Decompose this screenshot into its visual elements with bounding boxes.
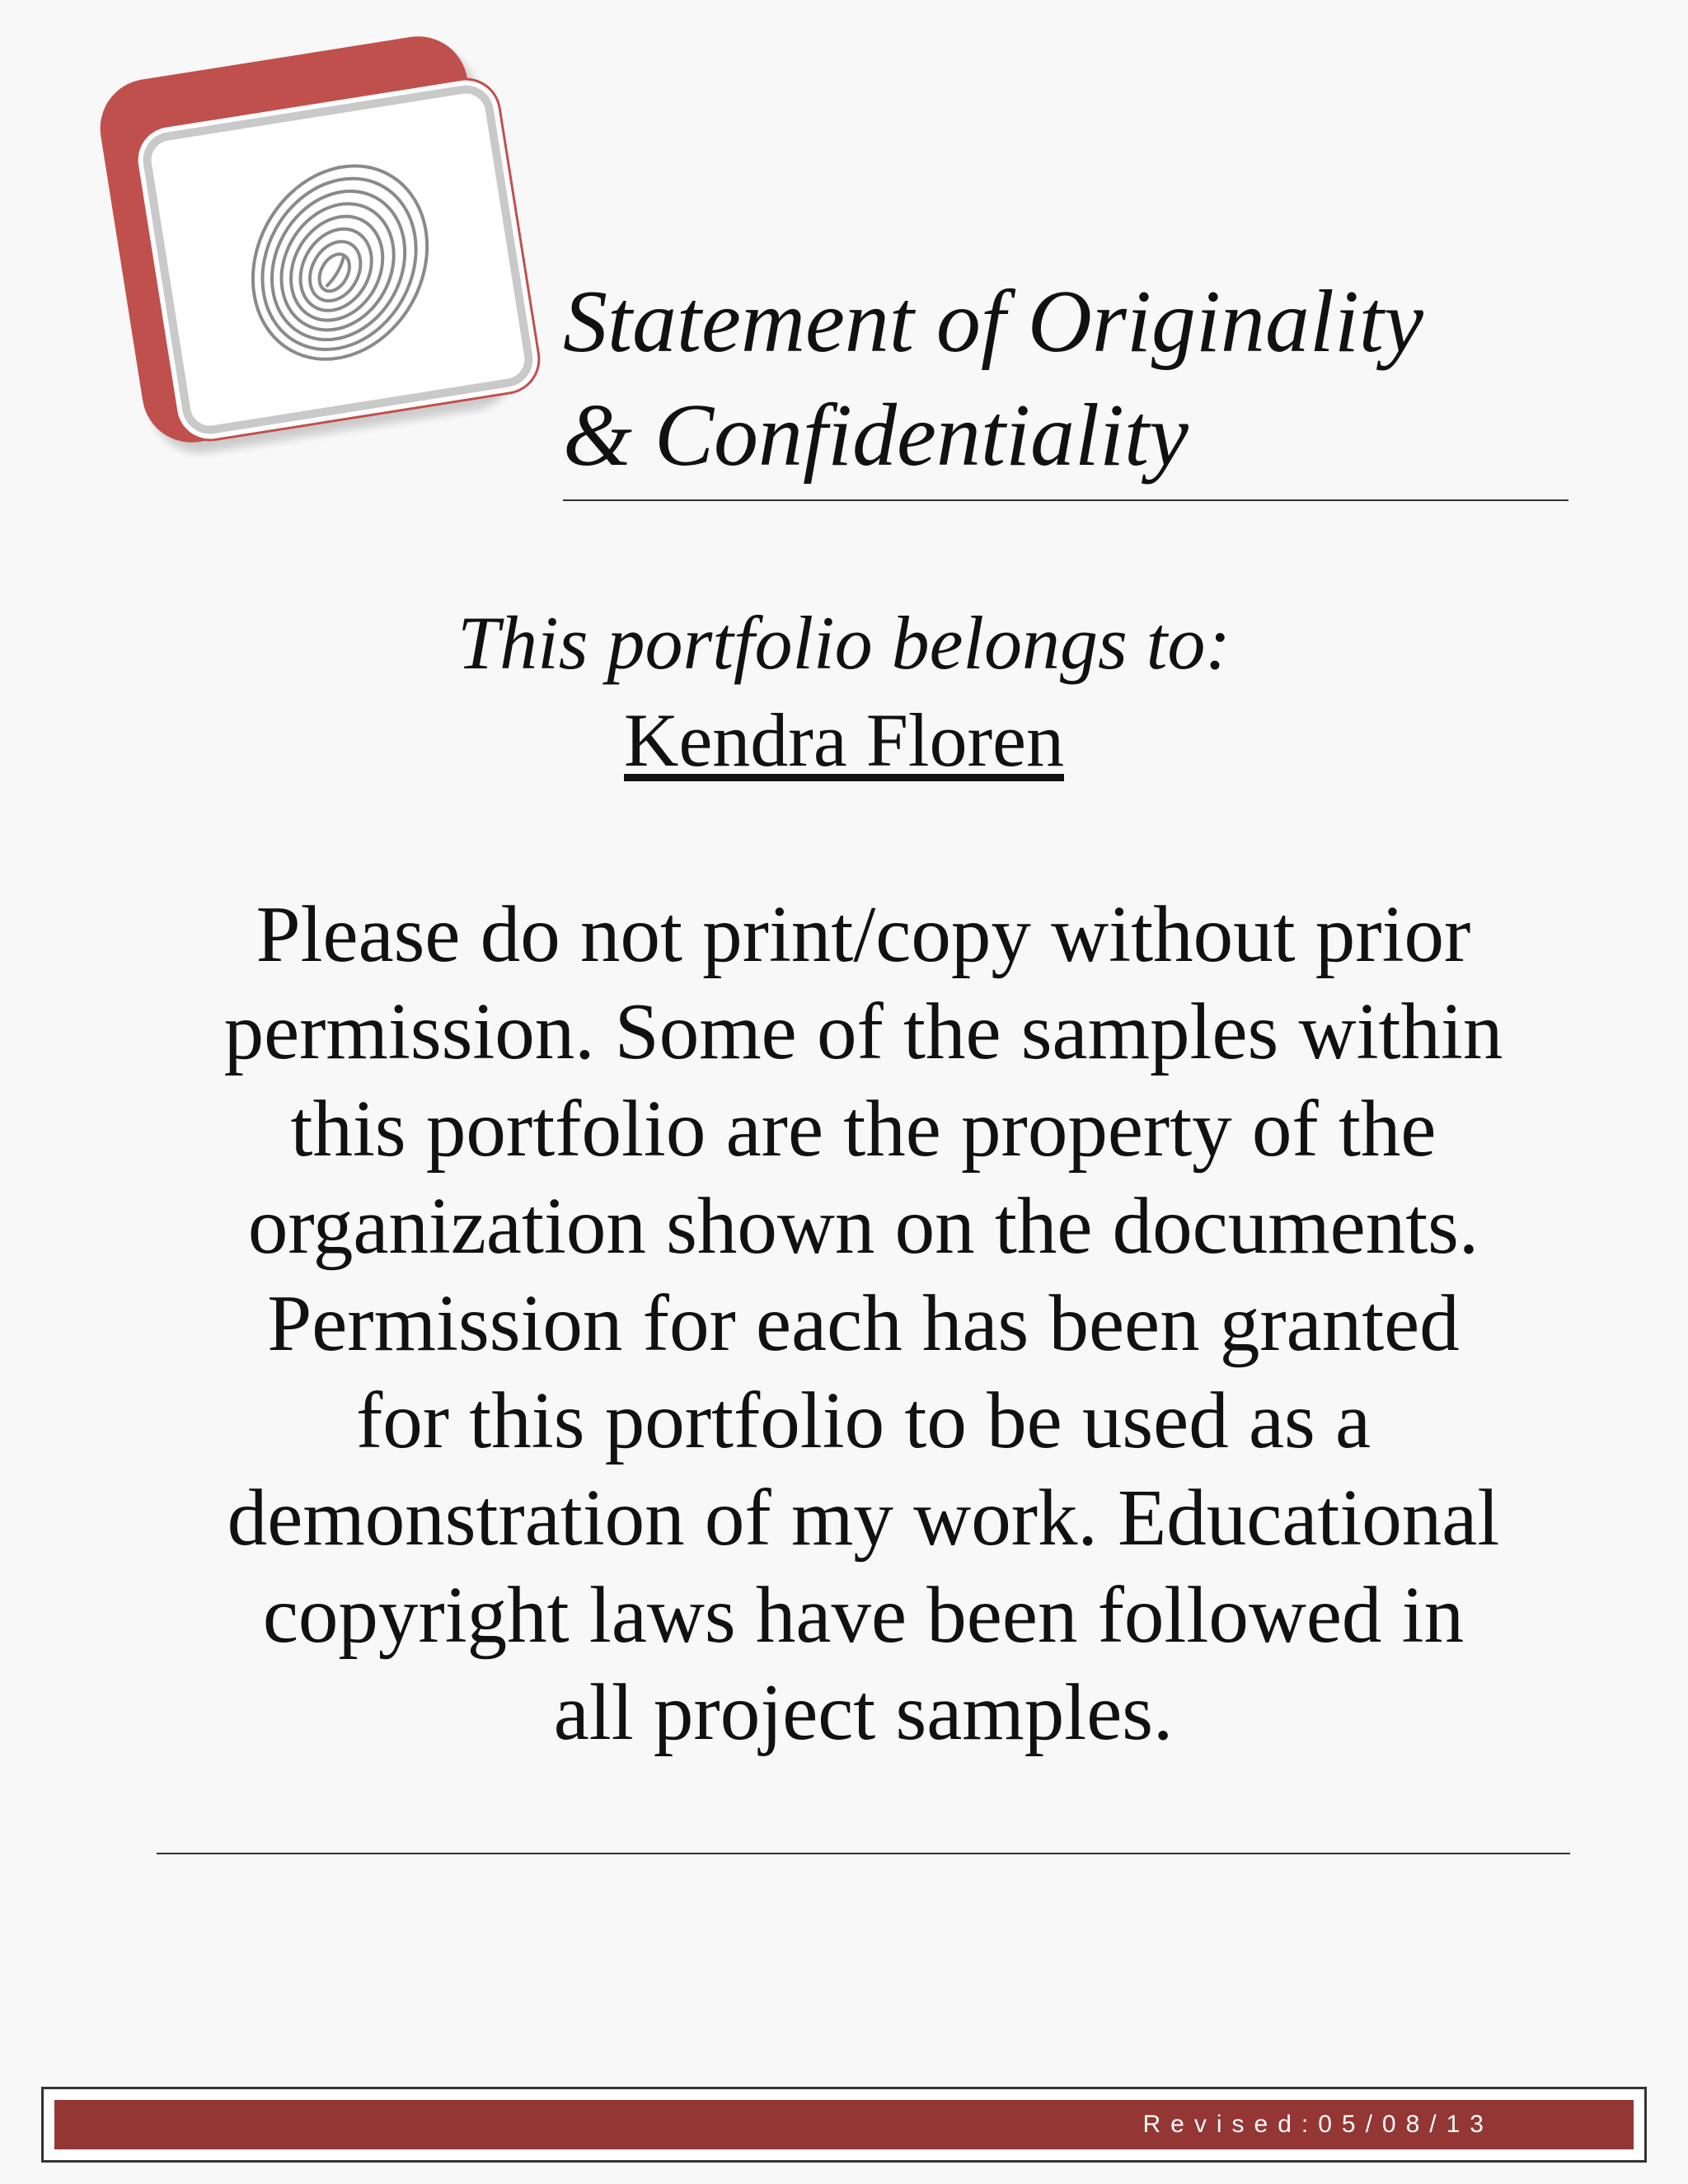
notice-line: for this portfolio to be used as a xyxy=(355,1376,1372,1465)
belongs-label: This portfolio belongs to: xyxy=(457,601,1231,685)
footer-bar xyxy=(53,2098,1635,2151)
fingerprint-icon xyxy=(202,114,483,405)
notice-line: all project samples. xyxy=(553,1668,1174,1756)
notice-line: demonstration of my work. Educational xyxy=(227,1474,1500,1562)
notice-line: permission. Some of the samples within xyxy=(223,987,1503,1076)
page-title xyxy=(563,265,1568,493)
divider-line xyxy=(157,1853,1570,1854)
footer-frame xyxy=(41,2087,1647,2163)
notice-line: organization shown on the documents. xyxy=(247,1182,1479,1270)
revised-date: Revised:05/08/13 xyxy=(1142,2111,1493,2138)
title-line-1: Statement of Originality xyxy=(563,273,1423,371)
title-line-2: & Confidentiality xyxy=(563,387,1189,485)
title-block xyxy=(563,265,1568,501)
notice-line: Please do not print/copy without prior xyxy=(256,890,1471,978)
owner-name: Kendra Floren xyxy=(624,698,1064,782)
logo-photo-frame xyxy=(139,82,537,438)
confidentiality-notice xyxy=(157,886,1570,1761)
fingerprint-logo xyxy=(95,49,540,445)
notice-line: copyright laws have been followed in xyxy=(262,1571,1465,1659)
notice-line: Permission for each has been granted xyxy=(267,1279,1460,1367)
notice-line: this portfolio are the property of the xyxy=(290,1085,1437,1173)
